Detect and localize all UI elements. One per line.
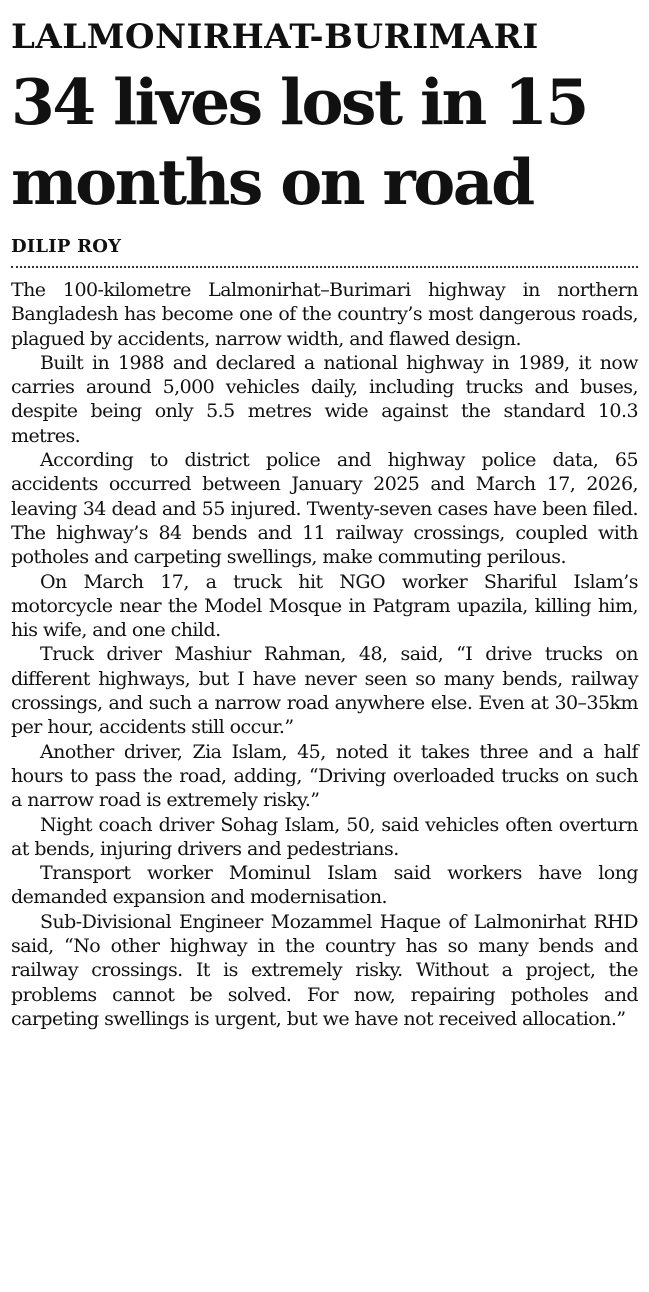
byline: DILIP ROY: [11, 236, 122, 257]
paragraph: Transport worker Mominul Islam said workers have long demanded expansion and modernisation.: [11, 862, 638, 909]
paragraph: The 100-kilometre Lalmonirhat–Burimari highway in northern Bangladesh has become one of the country’s most dangerous roads, plagued by accidents, narrow width, and flawed design.: [11, 279, 638, 350]
paragraph: Truck driver Mashiur Rahman, 48, said, “I drive trucks on different highways, but I have never seen so many bends, railway crossings, and such a narrow road anywhere else. Even at 30–35km per hour, accidents still occur.”: [11, 643, 638, 739]
news-article: [11, 18, 638, 1031]
paragraph: Built in 1988 and declared a national highway in 1989, it now carries around 5,000 vehicles daily, including trucks and buses, despite being only 5.5 metres wide against the standard 10.3 metres.: [11, 351, 638, 447]
paragraph: Night coach driver Sohag Islam, 50, said vehicles often overturn at bends, injuring drivers and pedestrians.: [11, 813, 638, 860]
paragraph: Sub-Divisional Engineer Mozammel Haque of Lalmonirhat RHD said, “No other highway in the country has so many bends and railway crossings. It is extremely risky. Without a project, the problems cannot be solved. For now, repairing potholes and carpeting swellings is urgent, but we have not received allocation.”: [11, 910, 638, 1030]
headline: 34 lives lost in 15 months on road: [11, 65, 587, 219]
article-body: [11, 278, 638, 1031]
location-kicker: LALMONIRHAT-BURIMARI: [11, 17, 539, 57]
dotted-divider: [11, 266, 638, 268]
paragraph: According to district police and highway police data, 65 accidents occurred between January 2025 and March 17, 2026, leaving 34 dead and 55 injured. Twenty-seven cases have been filed. The highway’s 84 bends and 11 railway crossings, coupled with potholes and carpeting swellings, make commuting perilous.: [11, 449, 638, 569]
paragraph: Another driver, Zia Islam, 45, noted it takes three and a half hours to pass the road, adding, “Driving overloaded trucks on such a narrow road is extremely risky.”: [11, 740, 638, 812]
paragraph: On March 17, a truck hit NGO worker Shariful Islam’s motorcycle near the Model Mosque in Patgram upazila, killing him, his wife, and one child.: [11, 570, 638, 642]
